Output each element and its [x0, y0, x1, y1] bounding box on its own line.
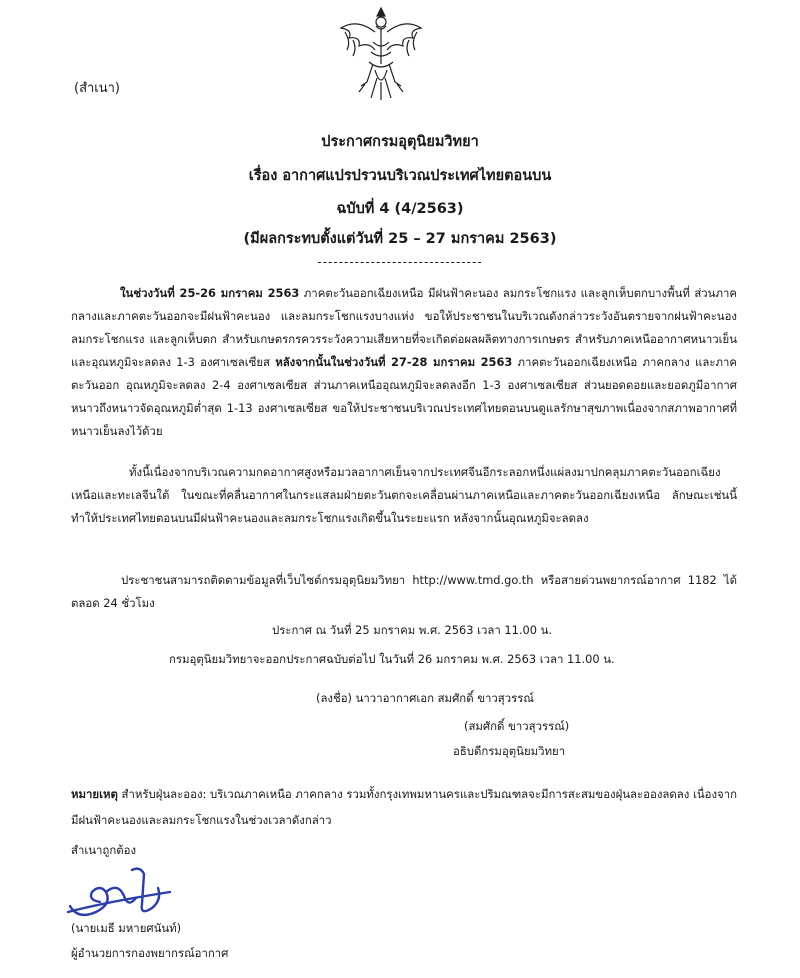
announcement-issue-number: ฉบับที่ 4 (4/2563) — [336, 201, 464, 217]
certifier-name: (นายเมธี มหายศนันท์) — [71, 921, 182, 935]
next-announcement: กรมอุตุนิยมวิทยาจะออกประกาศฉบับต่อไป ในวันที่ 26 มกราคม พ.ศ. 2563 เวลา 11.00 น. — [169, 652, 615, 666]
signed-by: (ลงชื่อ) นาวาอากาศเอก สมศักดิ์ ขาวสุวรรณ์ — [316, 691, 534, 705]
copy-mark: (สำเนา) — [74, 81, 121, 96]
certifier-title: ผู้อำนวยการกองพยากรณ์อากาศ — [71, 946, 229, 960]
forecast-text-2: ภาคตะวันออกเฉียงเหนือ ภาคกลาง และภาคตะวันออก อุณหภูมิจะลดลง 2-4 องศาเซลเซียส ส่วนภาคเหนืออุณหภูมิจะลดลงอีก 1-3 องศาเซลเซียส ส่วนยอดดอยและยอดภูมีอากาศหนาวถึงหนาวจัดอุณหภูมิต่ำสุด 1-13 องศาเซลเซียส ขอให้ประชาชนบริเวณประเทศไทยตอนบนดูแลรักษาสุขภาพเนื่องจากสภาพอากาศที่หนาวเย็นลงไว้ด้วย — [71, 355, 737, 438]
contact-text: ประชาชนสามารถติดตามข้อมูลที่เว็บไซต์กรมอุตุนิยมวิทยา http://www.tmd.go.th หรือสายด่วนพยากรณ์อากาศ 1182 ได้ตลอด 24 ชั่วโมง — [71, 573, 737, 610]
announcement-subject: เรื่อง อากาศแปรปรวนบริเวณประเทศไทยตอนบน — [248, 168, 552, 184]
announcement-title: ประกาศกรมอุตุนิยมวิทยา — [321, 134, 479, 150]
forecast-period-1: ในช่วงวันที่ 25-26 มกราคม 2563 — [120, 286, 300, 300]
certified-copy-label: สำเนาถูกต้อง — [71, 843, 137, 857]
note-label: หมายเหตุ — [71, 787, 118, 801]
forecast-period-2: หลังจากนั้นในช่วงวันที่ 27-28 มกราคม 2563 — [275, 355, 513, 369]
announce-date: ประกาศ ณ วันที่ 25 มกราคม พ.ศ. 2563 เวลา 11.00 น. — [272, 623, 553, 637]
paragraph-contact — [71, 569, 737, 615]
announcement-effective-period: (มีผลกระทบตั้งแต่วันที่ 25 – 27 มกราคม 2563) — [243, 231, 557, 247]
signer-name: (สมศักดิ์ ขาวสุวรรณ์) — [464, 719, 570, 733]
paragraph-cause — [71, 461, 737, 530]
handwritten-signature — [66, 862, 178, 922]
cause-text: ทั้งนี้เนื่องจากบริเวณความกดอากาศสูงหรือมวลอากาศเย็นจากประเทศจีนอีกระลอกหนึ่งแผ่ลงมาปกคลุมภาคตะวันออกเฉียงเหนือและทะเลจีนใต้ ในขณะที่คลื่นอากาศในกระแสลมฝ่ายตะวันตกจะเคลื่อนผ่านภาคเหนือและภาคตะวันออกเฉียงเหนือ ลักษณะเช่นนี้ทำให้ประเทศไทยตอนบนมีฝนฟ้าคะนองและลมกระโชกแรงเกิดขึ้นในระยะแรก หลังจากนั้นอุณหภูมิจะลดลง — [71, 465, 737, 525]
signer-position: อธิบดีกรมอุตุนิยมวิทยา — [453, 744, 566, 758]
forecast-text-1: ภาคตะวันออกเฉียงเหนือ มีฝนฟ้าคะนอง ลมกระโชกแรง และลูกเห็บตกบางพื้นที่ ส่วนภาคกลางและภาคตะวันออกจะมีฝนฟ้าคะนอง และลมกระโชกแรงบางแห่ง ขอให้ประชาชนในบริเวณดังกล่าวระวังอันตรายจากฝนฟ้าคะนอง ลมกระโชกแรง และลูกเห็บตก สำหรับเกษตรกรควรระวังความเสียหายที่จะเกิดต่อผลผลิตทางการเกษตร สำหรับภาคเหนืออากาศหนาวเย็นและอุณหภูมิจะลดลง 1-3 องศาเซลเซียส — [71, 286, 737, 369]
garuda-emblem-icon — [335, 2, 427, 102]
header-separator: ------------------------------- — [317, 255, 483, 269]
paragraph-forecast — [71, 282, 737, 443]
note-text: สำหรับฝุ่นละออง: บริเวณภาคเหนือ ภาคกลาง รวมทั้งกรุงเทพมหานครและปริมณฑลจะมีการสะสมของฝุ่นละอองลดลง เนื่องจากมีฝนฟ้าคะนองและลมกระโชกแรงในช่วงเวลาดังกล่าว — [71, 787, 737, 827]
note — [71, 781, 737, 833]
